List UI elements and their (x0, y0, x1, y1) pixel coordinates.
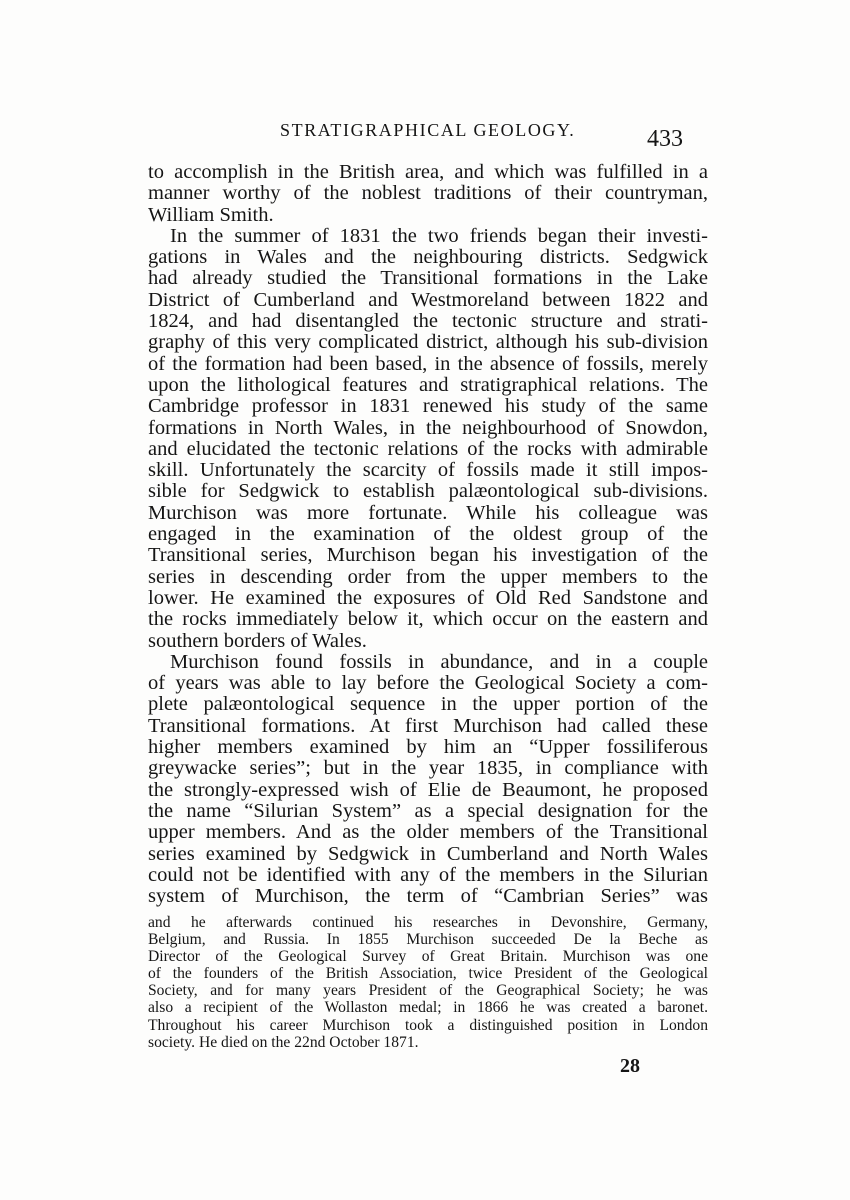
footnote-line: and he afterwards continued his researches in Devonshire, Germany, (148, 914, 708, 931)
footnote-line: Belgium, and Russia. In 1855 Murchison succeeded De la Beche as (148, 931, 708, 949)
text-line: 1824, and had disentangled the tectonic structure and strati- (148, 311, 708, 333)
footnote-line: also a recipient of the Wollaston medal; in 1866 he was created a baronet. (148, 999, 708, 1017)
text-line: District of Cumberland and Westmoreland between 1822 and (148, 289, 708, 311)
text-line: series examined by Sedgwick in Cumberland and North Wales (148, 843, 708, 865)
running-head-title: STRATIGRAPHICAL GEOLOGY. (280, 120, 576, 140)
text-line: sible for Sedgwick to establish palæontological sub-divisions. (148, 481, 708, 503)
text-line: southern borders of Wales. (148, 630, 367, 652)
paragraph-first-line: In the summer of 1831 the two friends began their investi- (170, 225, 708, 247)
text-line: and elucidated the tectonic relations of the rocks with admirable (148, 438, 708, 460)
text-line: plete palæontological sequence in the upper portion of the (148, 694, 708, 716)
text-line: of years was able to lay before the Geological Society a com- (148, 673, 708, 695)
text-line: gations in Wales and the neighbouring districts. Sedgwick (148, 247, 708, 269)
text-line: Transitional formations. At first Murchison had called these (148, 715, 708, 737)
text-line: greywacke series”; but in the year 1835, in compliance with (148, 758, 708, 780)
text-line: upper members. And as the older members of the Transitional (148, 822, 708, 844)
text-line: Murchison was more fortunate. While his colleague was (148, 502, 708, 524)
text-line: had already studied the Transitional formations in the Lake (148, 268, 708, 290)
text-line: the strongly-expressed wish of Elie de Beaumont, he proposed (148, 779, 708, 801)
paragraph-first-line: Murchison found fossils in abundance, and in a couple (170, 651, 708, 673)
text-line: lower. He examined the exposures of Old Red Sandstone and (148, 587, 708, 609)
text-line: William Smith. (148, 204, 274, 226)
text-line: of the formation had been based, in the absence of fossils, merely (148, 353, 708, 375)
text-line: to accomplish in the British area, and which was fulfilled in a (148, 162, 708, 183)
text-line: could not be identified with any of the members in the Silurian (148, 864, 708, 886)
footnote (148, 914, 708, 1051)
text-line: Transitional series, Murchison began his investigation of the (148, 545, 708, 567)
text-line: Cambridge professor in 1831 renewed his study of the same (148, 396, 708, 418)
text-line: higher members examined by him an “Upper fossiliferous (148, 737, 708, 759)
text-line: skill. Unfortunately the scarcity of fossils made it still impos- (148, 460, 708, 482)
footnote-line: of the founders of the British Association, twice President of the Geological (148, 965, 708, 983)
footnote-line: Director of the Geological Survey of Great Britain. Murchison was one (148, 948, 708, 966)
footnote-line: society. He died on the 22nd October 1871. (148, 1033, 419, 1051)
page-number: 433 (647, 126, 683, 152)
text-line: system of Murchison, the term of “Cambrian Series” was (148, 886, 708, 908)
text-line: series in descending order from the upper members to the (148, 566, 708, 588)
text-line: manner worthy of the noblest traditions of their countryman, (148, 183, 708, 205)
text-line: engaged in the examination of the oldest group of the (148, 524, 708, 546)
footnote-line: Society, and for many years President of the Geographical Society; he was (148, 982, 708, 1000)
text-line: the rocks immediately below it, which occur on the eastern and (148, 609, 708, 631)
body-text (148, 162, 708, 907)
footnote-line: Throughout his career Murchison took a distinguished position in London (148, 1016, 708, 1034)
signature-mark: 28 (620, 1055, 640, 1077)
text-line: graphy of this very complicated district, although his sub-division (148, 332, 708, 354)
text-line: upon the lithological features and stratigraphical relations. The (148, 374, 708, 396)
text-line: formations in North Wales, in the neighbourhood of Snowdon, (148, 417, 708, 439)
text-line: the name “Silurian System” as a special designation for the (148, 800, 708, 822)
